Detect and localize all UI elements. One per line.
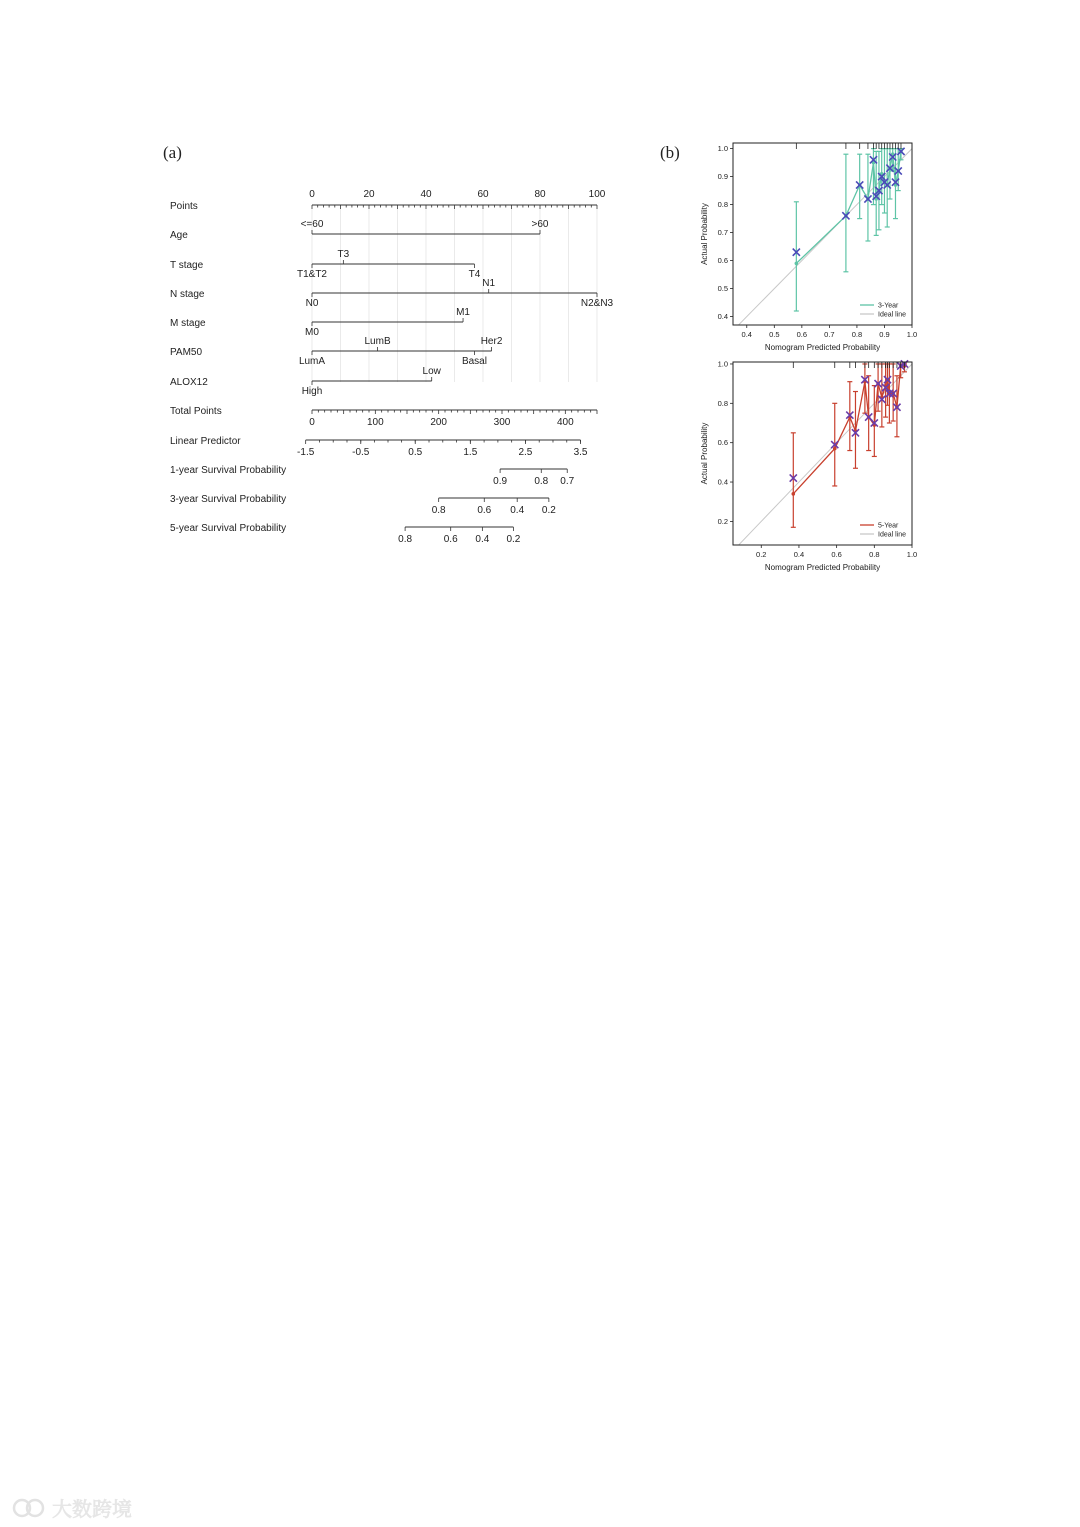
calib-3yr-y-tick-label: 1.0 [717, 144, 728, 154]
calib-3yr-x-tick-label: 0.4 [741, 330, 752, 339]
calib-5yr-y-tick-label: 0.6 [717, 438, 728, 448]
calib-3yr-x-tick-label: 0.5 [769, 330, 780, 339]
t-stage-level-t4: T4 [468, 269, 481, 280]
pam50-level-basal: Basal [461, 356, 487, 367]
calib-3yr-y-tick-label: 0.5 [717, 284, 728, 294]
1-year-survival-probability-label: 1-year Survival Probability [170, 465, 287, 476]
calib-3yr-x-tick-label: 0.8 [851, 330, 863, 339]
calib-3yr-y-axis-label: Actual Probability [700, 203, 709, 265]
calib-5yr-legend-series-label: 5-Year [878, 522, 899, 530]
3-year-survival-probability-tick-label: 0.4 [510, 505, 525, 516]
pam50-label: PAM50 [170, 347, 203, 358]
m-stage-level-m1: M1 [456, 307, 471, 318]
linear-predictor-label: Linear Predictor [170, 436, 241, 447]
5-year-survival-probability-tick-label: 0.8 [398, 534, 413, 545]
watermark-text: 大数跨境 [52, 1497, 132, 1521]
calib-5yr-y-tick-label: 1.0 [717, 359, 728, 369]
alox12-level-low: Low [422, 366, 441, 377]
5-year-survival-probability-label: 5-year Survival Probability [170, 523, 287, 534]
calib-5yr-x-axis-label: Nomogram Predicted Probability [764, 563, 881, 572]
3-year-survival-probability-tick-label: 0.6 [477, 505, 492, 516]
calib-5yr-y-tick-label: 0.4 [717, 477, 728, 487]
total-points-tick-label: 100 [366, 417, 384, 428]
total-points-tick-label: 400 [556, 417, 574, 428]
calib-5yr-legend-ideal-label: Ideal line [878, 531, 907, 539]
calib-5yr-x-tick-label: 0.4 [793, 550, 805, 559]
calib-3yr-x-tick-label: 0.7 [824, 330, 835, 339]
calib-3yr-legend-ideal-label: Ideal line [878, 311, 907, 319]
linear-predictor-tick-label: 3.5 [573, 447, 588, 458]
points-tick-label: 80 [534, 189, 546, 200]
alox12-label: ALOX12 [170, 377, 208, 388]
pam50-level-luma: LumA [298, 356, 326, 367]
3-year-survival-probability-label: 3-year Survival Probability [170, 494, 287, 505]
5-year-survival-probability-tick-label: 0.2 [506, 534, 521, 545]
calib-3yr-y-tick-label: 0.6 [717, 256, 728, 266]
m-stage-level-m0: M0 [305, 327, 319, 338]
calib-3yr-y-tick-label: 0.8 [717, 200, 728, 210]
linear-predictor-tick-label: -0.5 [352, 447, 370, 458]
calib-5yr-y-tick-label: 0.8 [717, 398, 728, 408]
points-axis-label: Points [170, 201, 198, 212]
1-year-survival-probability-tick-label: 0.7 [560, 476, 575, 487]
n-stage-label: N stage [170, 289, 205, 300]
points-tick-label: 100 [588, 189, 606, 200]
m-stage-label: M stage [170, 318, 206, 329]
calib-3yr-x-tick-label: 0.6 [796, 330, 808, 339]
total-points-tick-label: 300 [493, 417, 511, 428]
linear-predictor-tick-label: 2.5 [518, 447, 533, 458]
5-year-survival-probability-tick-label: 0.4 [475, 534, 490, 545]
alox12-level-high: High [301, 386, 323, 397]
points-tick-label: 40 [420, 189, 432, 200]
points-tick-label: 60 [477, 189, 489, 200]
calib-3yr-y-tick-label: 0.4 [717, 312, 728, 322]
t-stage-level-t3: T3 [337, 249, 350, 260]
watermark [12, 1493, 132, 1522]
linear-predictor-tick-label: 0.5 [408, 447, 423, 458]
pam50-level-her2: Her2 [480, 336, 503, 347]
age-level-60: <=60 [300, 219, 324, 230]
calib-5yr-y-axis-label: Actual Probability [700, 422, 709, 485]
brand-logo-icon [12, 1497, 46, 1519]
pam50-level-lumb: LumB [364, 336, 391, 347]
n-stage-level-n1: N1 [482, 278, 496, 289]
3-year-survival-probability-tick-label: 0.8 [431, 505, 446, 516]
calib-5yr-x-tick-label: 0.2 [756, 550, 767, 559]
calib-3yr-x-tick-label: 0.9 [879, 330, 890, 339]
total-points-tick-label: 200 [430, 417, 448, 428]
age-level-60: >60 [531, 219, 549, 230]
linear-predictor-tick-label: 1.5 [463, 447, 478, 458]
5-year-survival-probability-tick-label: 0.6 [443, 534, 458, 545]
n-stage-level-n2-n3: N2&N3 [580, 298, 614, 309]
calib-5yr-x-tick-label: 0.6 [831, 550, 842, 559]
calib-3yr-x-tick-label: 1.0 [906, 330, 918, 339]
calib-5yr-series-point [833, 447, 837, 451]
calib-5yr-y-tick-label: 0.2 [717, 516, 728, 526]
calib-5yr-x-tick-label: 1.0 [906, 550, 918, 559]
total-points-tick-label: 0 [309, 417, 315, 428]
total-points-label: Total Points [170, 406, 222, 417]
calib-3yr-y-tick-label: 0.7 [717, 228, 728, 238]
linear-predictor-tick-label: -1.5 [297, 447, 315, 458]
t-stage-label: T stage [170, 260, 204, 271]
1-year-survival-probability-tick-label: 0.8 [534, 476, 549, 487]
calib-3yr-legend-series-label: 3-Year [878, 302, 899, 310]
calib-5yr-x-tick-label: 0.8 [869, 550, 880, 559]
points-tick-label: 20 [363, 189, 375, 200]
panel-b-label: (b) [660, 143, 680, 162]
calib-3yr-x-axis-label: Nomogram Predicted Probability [764, 343, 881, 352]
3-year-survival-probability-tick-label: 0.2 [541, 505, 556, 516]
calib-5yr-series-point [791, 492, 795, 496]
panel-a-label: (a) [163, 143, 182, 162]
calib-3yr-y-tick-label: 0.9 [717, 172, 728, 182]
1-year-survival-probability-tick-label: 0.9 [493, 476, 508, 487]
age-label: Age [170, 230, 188, 241]
points-tick-label: 0 [309, 189, 315, 200]
n-stage-level-n0: N0 [305, 298, 319, 309]
t-stage-level-t1-t2: T1&T2 [296, 269, 328, 280]
